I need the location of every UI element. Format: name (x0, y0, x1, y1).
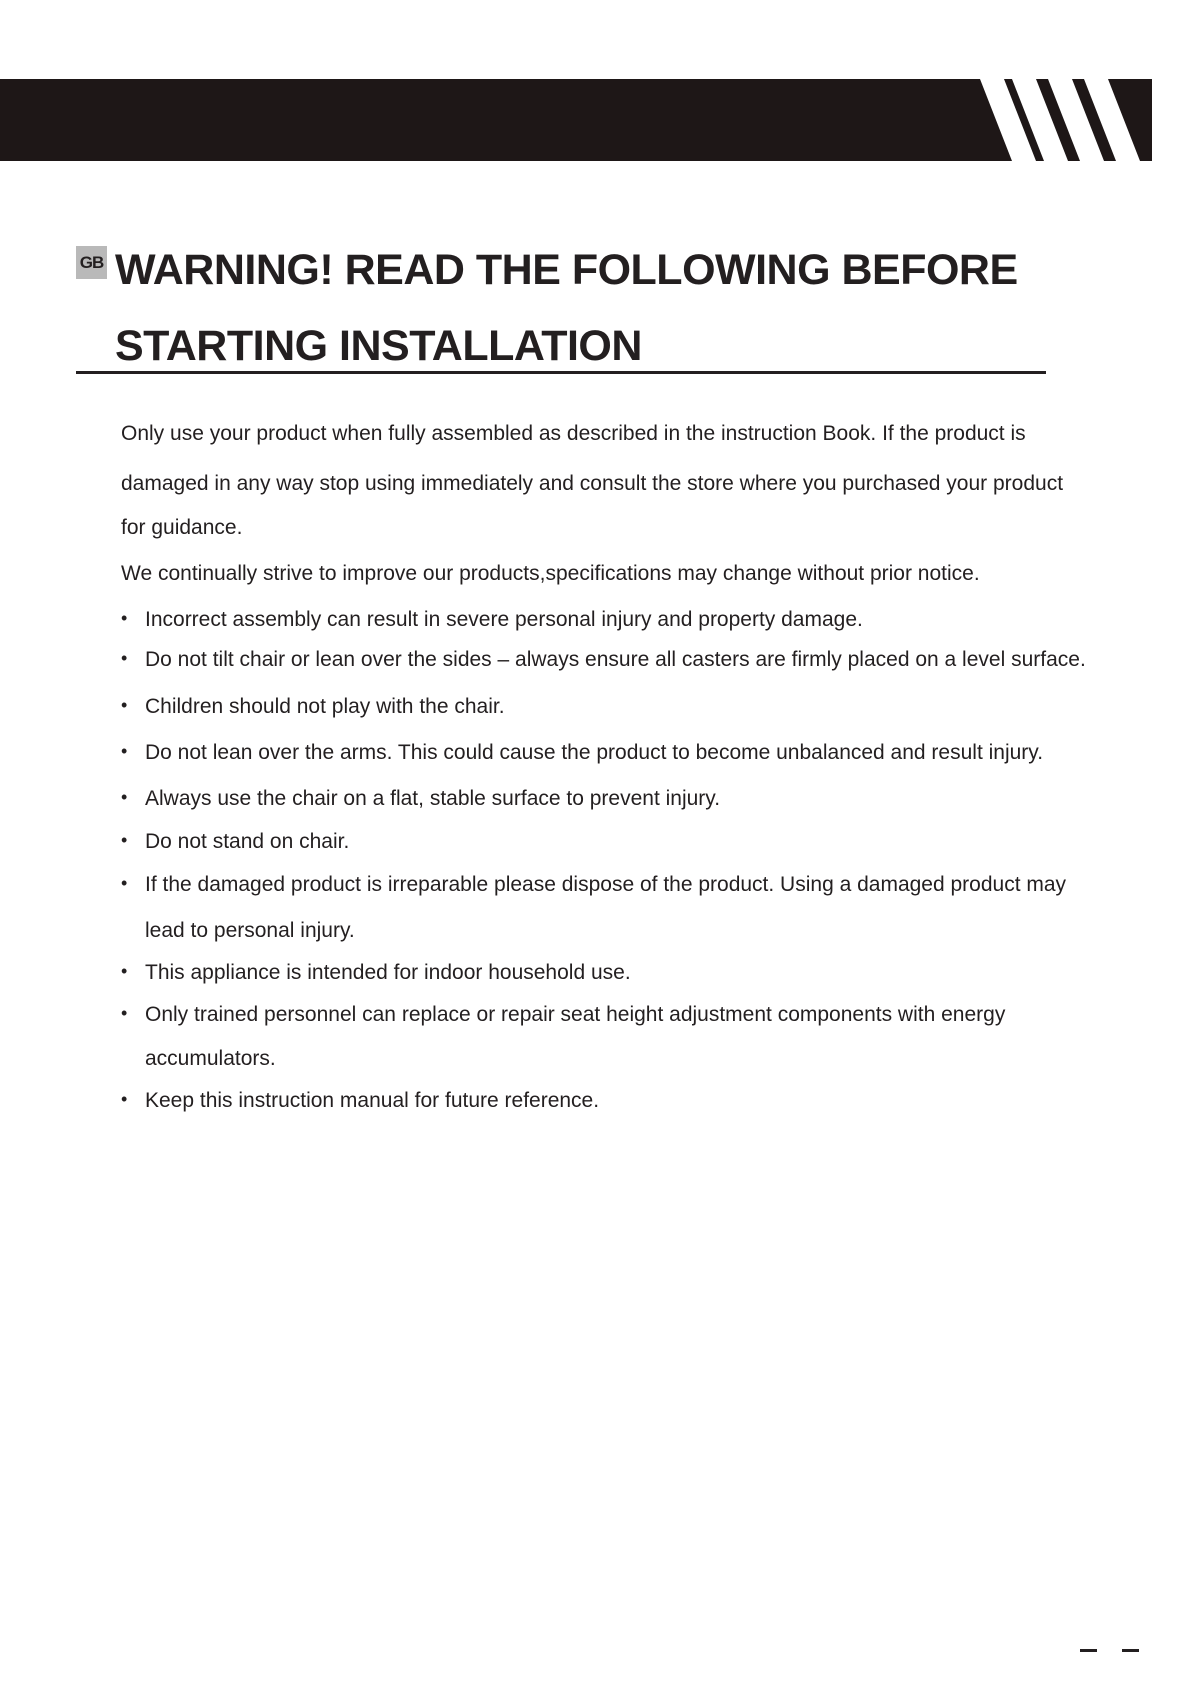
heading-divider (76, 371, 1046, 374)
page-mark-dash (1122, 1649, 1139, 1652)
list-item-text: Do not tilt chair or lean over the sides – always ensure all casters are firmly placed on a level surface. (145, 648, 1086, 671)
page-marks (1080, 1649, 1140, 1652)
page-title (115, 232, 1055, 384)
bullet-icon: • (121, 1089, 128, 1109)
intro-line-2: damaged in any way stop using immediately and consult the store where you purchased your product (121, 472, 1064, 495)
list-item-continuation: accumulators. (145, 1047, 276, 1070)
bullet-icon: • (121, 873, 128, 893)
bullet-icon: • (121, 1003, 128, 1023)
band-end (1152, 79, 1191, 161)
intro-line-3: for guidance. (121, 516, 243, 539)
bullet-icon: • (121, 741, 128, 761)
bullet-icon: • (121, 787, 128, 807)
list-item-text: Do not lean over the arms. This could cause the product to become unbalanced and result injury. (145, 741, 1044, 764)
page-title-line-1: WARNING! READ THE FOLLOWING BEFORE (115, 246, 1018, 294)
language-badge: GB (76, 246, 107, 279)
page-title-line-2: STARTING INSTALLATION (115, 322, 642, 370)
list-item-continuation: lead to personal injury. (145, 919, 355, 942)
bullet-icon: • (121, 830, 128, 850)
list-item-text: Do not stand on chair. (145, 830, 350, 853)
header-band (0, 79, 1191, 161)
list-item-text: This appliance is intended for indoor household use. (145, 961, 631, 984)
intro-line-4: We continually strive to improve our products,specifications may change without prior notice. (121, 562, 980, 585)
page-mark-dash (1080, 1649, 1097, 1652)
bullet-icon: • (121, 608, 128, 628)
list-item-text: If the damaged product is irreparable please dispose of the product. Using a damaged product may (145, 873, 1067, 896)
bullet-icon: • (121, 648, 128, 668)
list-item-text: Children should not play with the chair. (145, 695, 505, 718)
bullet-icon: • (121, 961, 128, 981)
intro-line-1: Only use your product when fully assembled as described in the instruction Book. If the product is (121, 422, 1026, 445)
list-item-text: Always use the chair on a flat, stable surface to prevent injury. (145, 787, 721, 810)
stripes-decoration (0, 79, 1191, 161)
list-item-text: Only trained personnel can replace or repair seat height adjustment components with energy (145, 1003, 1006, 1026)
list-item-text: Incorrect assembly can result in severe personal injury and property damage. (145, 608, 863, 631)
bullet-icon: • (121, 695, 128, 715)
list-item-text: Keep this instruction manual for future reference. (145, 1089, 600, 1112)
